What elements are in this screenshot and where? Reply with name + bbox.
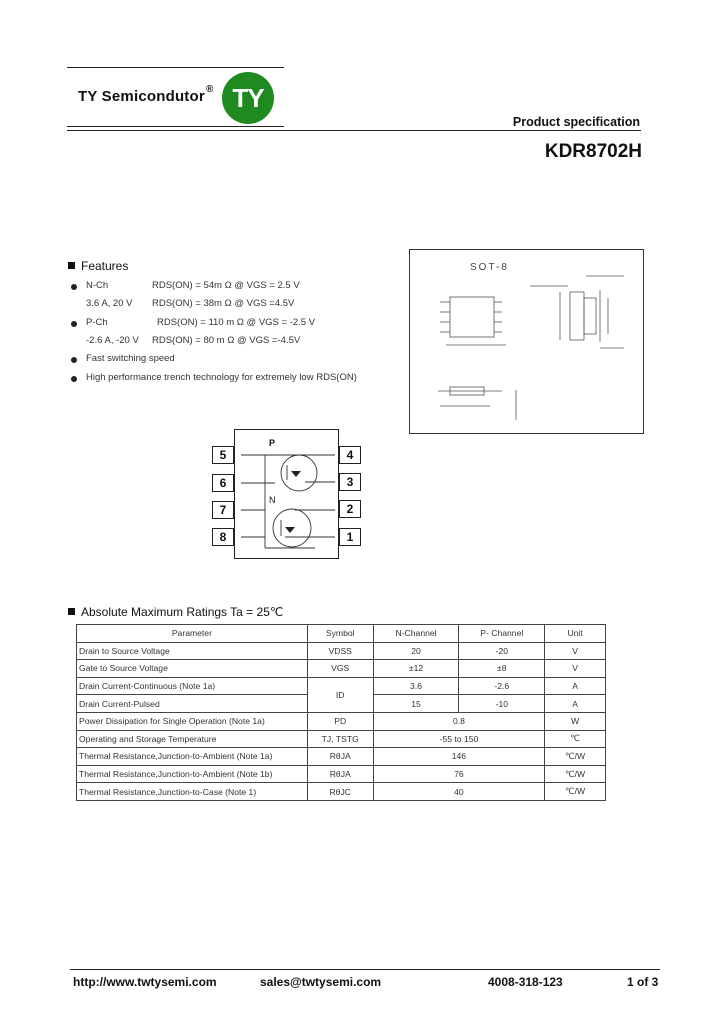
symbol-cell: PD bbox=[307, 712, 373, 730]
table-row bbox=[77, 677, 606, 695]
part-number: KDR8702H bbox=[544, 141, 642, 162]
n-channel-label: N bbox=[269, 495, 276, 505]
symbol-cell: ID bbox=[307, 677, 373, 712]
ratings-heading bbox=[68, 605, 283, 619]
table-header-row bbox=[77, 625, 606, 643]
value-cell: 76 bbox=[373, 765, 545, 783]
table-row bbox=[77, 730, 606, 748]
ratings-title: Absolute Maximum Ratings Ta = 25℃ bbox=[81, 605, 284, 619]
param-cell: Power Dissipation for Single Operation (Note 1a) bbox=[77, 712, 308, 730]
features-title: Features bbox=[81, 259, 129, 273]
p-channel-label: P bbox=[269, 438, 276, 448]
symbol-cell: RθJA bbox=[307, 765, 373, 783]
feature-pch-label: P-Ch bbox=[86, 317, 108, 328]
header-cell: Parameter bbox=[77, 625, 308, 643]
unit-cell: V bbox=[545, 660, 606, 678]
pin-5: 5 bbox=[212, 446, 234, 464]
p-value-cell: -10 bbox=[459, 695, 545, 713]
param-cell: Thermal Resistance,Junction-to-Case (Note 1) bbox=[77, 783, 308, 801]
table-row bbox=[77, 642, 606, 660]
footer-website[interactable]: http://www.twtysemi.com bbox=[73, 975, 217, 989]
feature-nch-rating: 3.6 A, 20 V bbox=[86, 298, 133, 309]
feature-trench-tech: High performance trench technology for extremely low RDS(ON) bbox=[86, 372, 357, 383]
value-cell: -55 to 150 bbox=[373, 730, 545, 748]
pin-1: 1 bbox=[339, 528, 361, 546]
unit-cell: W bbox=[545, 712, 606, 730]
header-rule-top bbox=[67, 67, 284, 68]
bullet-icon bbox=[71, 357, 77, 363]
header-rule-long bbox=[67, 130, 641, 131]
bullet-icon bbox=[71, 376, 77, 382]
table-row bbox=[77, 765, 606, 783]
param-cell: Drain Current-Continuous (Note 1a) bbox=[77, 677, 308, 695]
n-value-cell: ±12 bbox=[373, 660, 459, 678]
value-cell: 40 bbox=[373, 783, 545, 801]
unit-cell: ℃ bbox=[545, 730, 606, 748]
symbol-cell: VGS bbox=[307, 660, 373, 678]
p-value-cell: -20 bbox=[459, 642, 545, 660]
symbol-cell: RθJA bbox=[307, 748, 373, 766]
param-cell: Drain Current-Pulsed bbox=[77, 695, 308, 713]
feature-pch-rds1: RDS(ON) = 110 m Ω @ VGS = -2.5 V bbox=[157, 317, 316, 328]
unit-cell: V bbox=[545, 642, 606, 660]
pin-6: 6 bbox=[212, 474, 234, 492]
section-square-icon bbox=[68, 608, 75, 615]
footer-rule bbox=[70, 969, 660, 970]
n-value-cell: 15 bbox=[373, 695, 459, 713]
feature-pch-rds2: RDS(ON) = 80 m Ω @ VGS =-4.5V bbox=[152, 335, 301, 346]
ty-logo: TY bbox=[222, 72, 274, 124]
param-cell: Thermal Resistance,Junction-to-Ambient (Note 1b) bbox=[77, 765, 308, 783]
value-cell: 146 bbox=[373, 748, 545, 766]
registered-mark: ® bbox=[206, 84, 214, 95]
symbol-cell: VDSS bbox=[307, 642, 373, 660]
package-title: SOT-8 bbox=[470, 262, 509, 273]
pin-8: 8 bbox=[212, 528, 234, 546]
mosfet-schematic-icon bbox=[235, 430, 338, 558]
bullet-icon bbox=[71, 321, 77, 327]
header-cell: Unit bbox=[545, 625, 606, 643]
package-drawing bbox=[409, 249, 644, 434]
ratings-table bbox=[76, 624, 606, 801]
feature-nch-rds2: RDS(ON) = 38m Ω @ VGS =4.5V bbox=[152, 298, 295, 309]
header-cell: Symbol bbox=[307, 625, 373, 643]
p-value-cell: ±8 bbox=[459, 660, 545, 678]
unit-cell: A bbox=[545, 695, 606, 713]
pinout-diagram bbox=[234, 429, 339, 559]
symbol-cell: RθJC bbox=[307, 783, 373, 801]
table-row bbox=[77, 783, 606, 801]
footer-email[interactable]: sales@twtysemi.com bbox=[260, 975, 382, 989]
header-cell: P- Channel bbox=[459, 625, 545, 643]
table-row bbox=[77, 712, 606, 730]
param-cell: Drain to Source Voltage bbox=[77, 642, 308, 660]
footer-page-number: 1 of 3 bbox=[627, 975, 659, 989]
product-spec-label: Product specification bbox=[512, 115, 640, 129]
pin-2: 2 bbox=[339, 500, 361, 518]
table-row bbox=[77, 660, 606, 678]
pin-3: 3 bbox=[339, 473, 361, 491]
bullet-icon bbox=[71, 284, 77, 290]
pin-4: 4 bbox=[339, 446, 361, 464]
param-cell: Gate to Source Voltage bbox=[77, 660, 308, 678]
features-heading bbox=[68, 259, 128, 273]
brand-name: TY Semicondutor bbox=[78, 88, 205, 105]
package-outline-icon bbox=[410, 250, 643, 433]
param-cell: Thermal Resistance,Junction-to-Ambient (Note 1a) bbox=[77, 748, 308, 766]
feature-fast-switching: Fast switching speed bbox=[86, 353, 175, 364]
p-value-cell: -2.6 bbox=[459, 677, 545, 695]
unit-cell: A bbox=[545, 677, 606, 695]
feature-pch-rating: -2.6 A, -20 V bbox=[86, 335, 139, 346]
feature-nch-rds1: RDS(ON) = 54m Ω @ VGS = 2.5 V bbox=[152, 280, 300, 291]
unit-cell: ℃/W bbox=[545, 765, 606, 783]
symbol-cell: TJ, TSTG bbox=[307, 730, 373, 748]
feature-nch-label: N-Ch bbox=[86, 280, 109, 291]
n-value-cell: 20 bbox=[373, 642, 459, 660]
value-cell: 0.8 bbox=[373, 712, 545, 730]
n-value-cell: 3.6 bbox=[373, 677, 459, 695]
unit-cell: ℃/W bbox=[545, 783, 606, 801]
pin-7: 7 bbox=[212, 501, 234, 519]
header-rule-short bbox=[67, 126, 284, 127]
section-square-icon bbox=[68, 262, 75, 269]
unit-cell: ℃/W bbox=[545, 748, 606, 766]
header-cell: N-Channel bbox=[373, 625, 459, 643]
param-cell: Operating and Storage Temperature bbox=[77, 730, 308, 748]
footer-phone: 4008-318-123 bbox=[488, 975, 563, 989]
table-row bbox=[77, 748, 606, 766]
